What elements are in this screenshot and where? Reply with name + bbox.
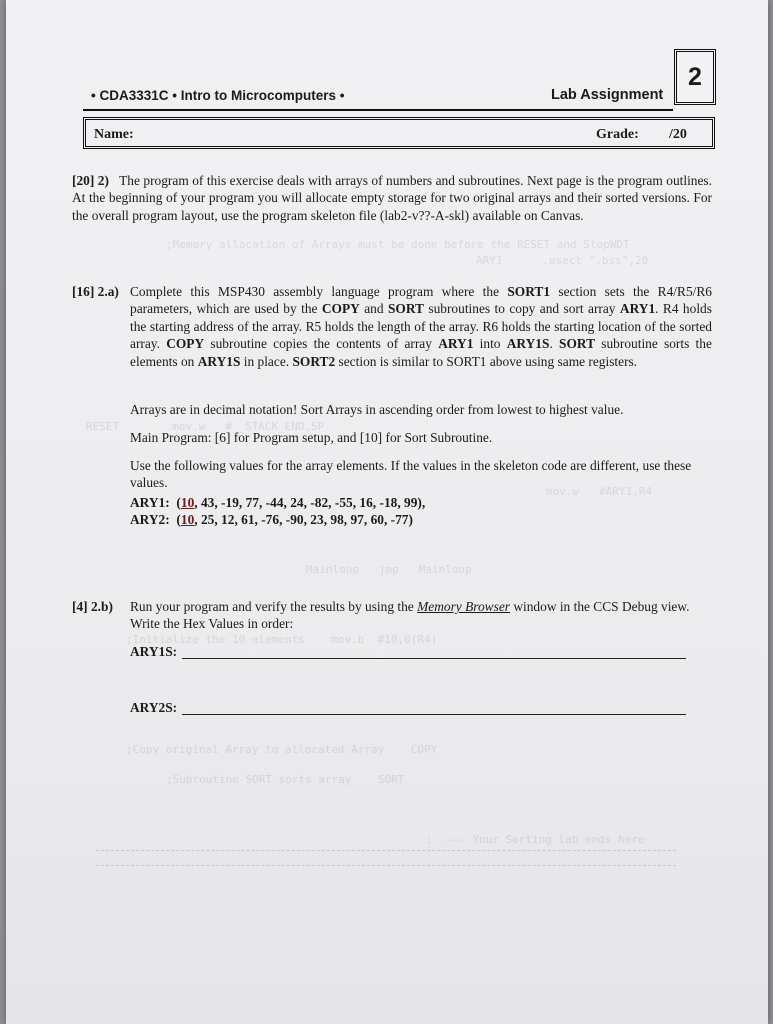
decimal-note: Arrays are in decimal notation! Sort Arrays in ascending order from lowest to highest value. bbox=[130, 402, 624, 417]
ary1-label: ARY1: bbox=[130, 495, 170, 510]
intro-points: [20] 2) bbox=[72, 173, 109, 188]
worksheet-page bbox=[6, 0, 768, 1024]
part-b-text: Run your program and verify the results by using the bbox=[130, 599, 414, 614]
sort-term: SORT bbox=[387, 301, 424, 317]
ary1-open: ( bbox=[176, 495, 181, 510]
part-a-points: [16] 2.a) bbox=[72, 284, 119, 299]
ary2s-answer-label: ARY2S: bbox=[130, 700, 178, 715]
part-a-points-wrap bbox=[72, 283, 128, 300]
bleed-through-text: Mainloop jmp Mainloop bbox=[306, 563, 472, 576]
course-title: • CDA3331C • Intro to Microcomputers • bbox=[91, 88, 345, 103]
part-b-points-wrap bbox=[72, 598, 132, 615]
lab-number: 2 bbox=[688, 62, 702, 91]
lab-assignment-label: Lab Assignment bbox=[551, 87, 664, 103]
part-a-text: subroutines to copy and sort array bbox=[428, 301, 616, 317]
part-b-text: window in the CCS Debug view. Write the Hex Values in order: bbox=[130, 599, 690, 632]
ary1s-term: ARY1S bbox=[197, 353, 241, 369]
bleed-through-text: ARY1 .usect ".bss",20 bbox=[476, 254, 649, 267]
ary2-label: ARY2: bbox=[130, 512, 170, 527]
copy-term: COPY bbox=[321, 301, 360, 317]
ary2-length: 10 bbox=[180, 512, 195, 527]
header-rule bbox=[83, 109, 673, 111]
sort2-term: SORT2 bbox=[292, 353, 336, 369]
bleed-through-rule bbox=[96, 850, 676, 851]
bleed-through-text: ;----- Your Sorting lab ends here bbox=[426, 833, 645, 846]
part-a-text: . R4 holds the starting address of the array. R5 holds the length of the array. R6 holds the starting location of the sorted array. bbox=[130, 301, 712, 352]
ary1-term: ARY1 bbox=[438, 336, 474, 352]
ary1s-term: ARY1S bbox=[506, 336, 550, 352]
memory-browser-term: Memory Browser bbox=[417, 599, 510, 614]
bleed-through-text: ;Copy original Array to allocated Array COPY bbox=[126, 743, 438, 756]
part-a-text: section is similar to SORT1 above using same registers. bbox=[338, 353, 638, 369]
ary1s-answer-label: ARY1S: bbox=[130, 644, 178, 659]
ary1-term: ARY1 bbox=[619, 301, 656, 317]
part-a-paragraph bbox=[130, 283, 712, 370]
bleed-through-text: mov.w #ARY1,R4 bbox=[546, 485, 652, 498]
assignment-header bbox=[83, 79, 693, 111]
sort1-term: SORT1 bbox=[507, 284, 551, 299]
ary1-values-line bbox=[130, 494, 712, 511]
part-b-paragraph bbox=[130, 598, 712, 633]
ary2-values-line bbox=[130, 511, 712, 528]
bleed-through-text: RESET mov.w #__STACK_END,SP bbox=[86, 420, 325, 433]
values-note: Use the following values for the array elements. If the values in the skeleton code are different, use these values. bbox=[130, 458, 692, 491]
part-a-text: . bbox=[549, 336, 553, 352]
grade-label: Grade: bbox=[596, 127, 639, 142]
sort-term: SORT bbox=[559, 336, 596, 352]
ary1-values: , 43, -19, 77, -44, 24, -82, -55, 16, -18, 99), bbox=[194, 495, 426, 510]
part-b-points: [4] 2.b) bbox=[72, 599, 113, 614]
bleed-through-text: ;Subroutine SORT sorts array SORT bbox=[166, 773, 405, 786]
ary2-open: ( bbox=[176, 512, 181, 527]
ary2s-answer-line[interactable] bbox=[182, 714, 686, 715]
intro-paragraph bbox=[72, 172, 712, 224]
part-a-text: section sets the R4/R5/R6 parameters, which are used by the bbox=[130, 284, 712, 317]
part-a-text: in place. bbox=[243, 353, 290, 369]
ary1-length: 10 bbox=[180, 495, 195, 510]
ary1s-answer-line[interactable] bbox=[182, 658, 686, 659]
part-a-text: into bbox=[479, 336, 501, 352]
part-a-text: subroutine copies the contents of array bbox=[210, 336, 432, 352]
name-grade-row bbox=[83, 117, 715, 149]
grade-value: /20 bbox=[669, 127, 687, 142]
main-program-note: Main Program: [6] for Program setup, and [10] for Sort Subroutine. bbox=[130, 430, 493, 445]
lab-number-box bbox=[674, 49, 716, 105]
part-a-text: Complete this MSP430 assembly language program where the bbox=[130, 284, 500, 299]
intro-text: The program of this exercise deals with arrays of numbers and subroutines. Next page is the program outlines. At the beginning of your program you will allocate empty storage for two original arrays and their sorted versions. For the overall program layout, use the program skeleton file (lab2-v??-A-skl) available on Canvas. bbox=[72, 173, 712, 223]
copy-term: COPY bbox=[166, 336, 205, 352]
bleed-through-text: ;Initialize the 10 elements mov.b #10,0(R4) bbox=[126, 633, 438, 646]
part-a-text: subroutine sorts the elements on bbox=[130, 336, 712, 369]
name-label: Name: bbox=[94, 127, 134, 142]
part-a-text: and bbox=[364, 301, 384, 317]
ary2-values: , 25, 12, 61, -76, -90, 23, 98, 97, 60, -77) bbox=[194, 512, 413, 527]
bleed-through-rule bbox=[96, 865, 676, 866]
bleed-through-text: ;Memory allocation of Arrays must be done before the RESET and StopWDT bbox=[166, 238, 630, 251]
